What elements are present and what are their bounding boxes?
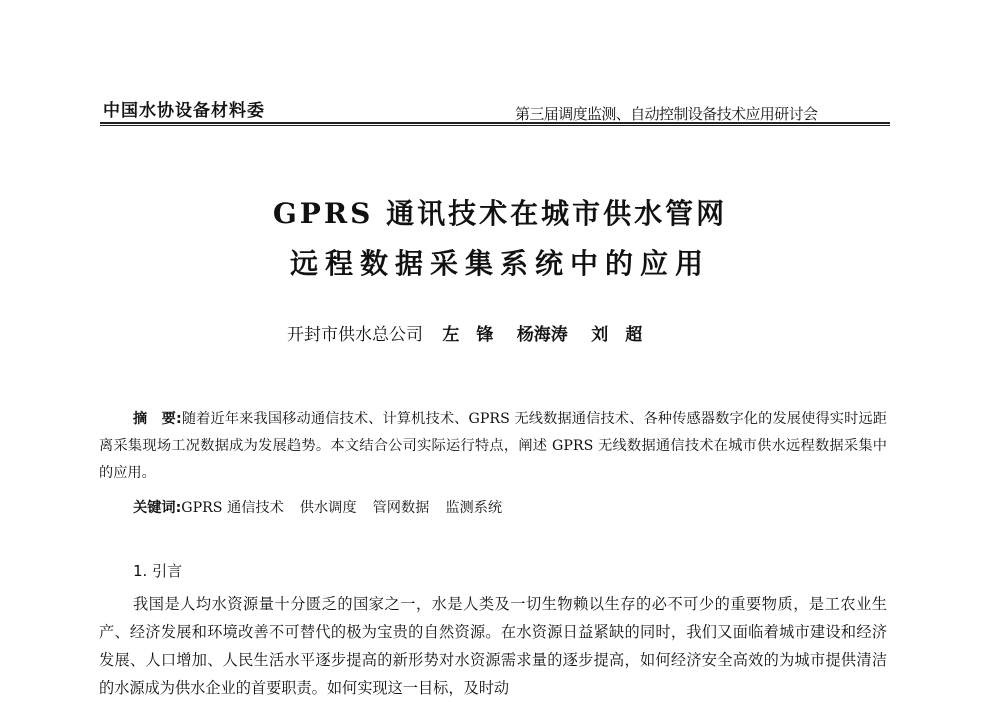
paper-title-line-1: GPRS 通讯技术在城市供水管网: [272, 197, 728, 230]
author-name: 左 锋: [442, 325, 494, 345]
abstract: [99, 406, 887, 487]
author-line: [287, 320, 660, 345]
abstract-label: 摘 要:: [133, 411, 182, 427]
header-rule-thin: [100, 125, 890, 126]
keyword: 供水调度: [299, 500, 357, 516]
keywords: [133, 497, 518, 517]
body-paragraph: 我国是人均水资源量十分匮乏的国家之一，水是人类及一切生物赖以生存的必不可少的重要物质，是工农业生产、经济发展和环境改善不可替代的极为宝贵的自然资源。在水资源日益紧缺的同时，我们又面临着城市建设和经济发展、人口增加、人民生活水平逐步提高的新形势对水资源需求量的逐步提高，如何经济安全高效的为城市提供清洁的水源成为供水企业的首要职责。如何实现这一目标，及时动: [99, 595, 887, 697]
header-rule: [100, 122, 890, 124]
header-society-name: 中国水协设备材料委: [103, 101, 265, 121]
paper-title-line-2: 远程数据采集系统中的应用: [289, 247, 710, 280]
keyword: 监测系统: [445, 500, 503, 516]
abstract-text: 随着近年来我国移动通信技术、计算机技术、GPRS 无线数据通信技术、各种传感器数字化的发展使得实时远距离采集现场工况数据成为发展趋势。本文结合公司实际运行特点，阐述 GPRS 无线数据通信技术在城市供水远程数据采集中的应用。: [99, 411, 887, 481]
keyword: 管网数据: [372, 500, 430, 516]
author-name: 刘 超: [591, 325, 643, 345]
header-conference-name: 第三届调度监测、自动控制设备技术应用研讨会: [515, 105, 818, 123]
section-heading: 1. 引言: [133, 562, 183, 580]
author-name: 杨海涛: [516, 325, 568, 345]
keywords-label: 关键词:: [133, 500, 182, 516]
author-affiliation: 开封市供水总公司: [287, 325, 423, 345]
keyword: GPRS 通信技术: [181, 500, 284, 516]
